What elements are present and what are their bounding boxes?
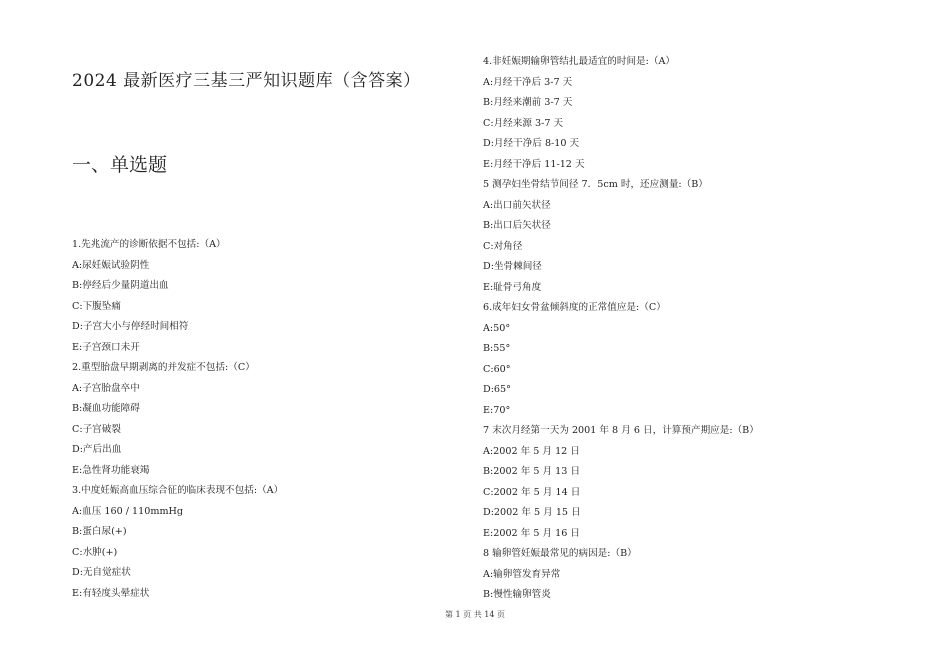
question-line: C:水肿(+) xyxy=(72,546,118,558)
question-line: B:月经来潮前 3-7 天 xyxy=(483,97,573,108)
question-line: E:子宫颈口未开 xyxy=(72,341,140,353)
question-line: 5 测孕妇坐骨结节间径 7．5cm 时，还应测量:（B） xyxy=(483,179,708,190)
question-line: B:出口后矢状径 xyxy=(483,220,551,231)
question-line: B:蛋白尿(+) xyxy=(72,526,127,537)
document-title: 2024 最新医疗三基三严知识题库（含答案） xyxy=(72,71,421,91)
question-line: 6.成年妇女骨盆倾斜度的正常值应是:（C） xyxy=(483,302,666,313)
question-line: B:2002 年 5 月 13 日 xyxy=(483,466,581,477)
question-line: E:急性肾功能衰竭 xyxy=(72,464,150,476)
question-line: 2.重型胎盘早期剥离的并发症不包括:（C） xyxy=(72,362,255,373)
question-line: D:月经干净后 8-10 天 xyxy=(483,138,580,149)
question-line: D:65° xyxy=(483,384,511,395)
question-line: 4.非妊娠期输卵管结扎最适宜的时间是:（A） xyxy=(483,56,676,67)
question-line: C:60° xyxy=(483,363,511,375)
question-line: A:50° xyxy=(483,322,511,334)
right-column xyxy=(483,52,883,606)
question-line: 8 输卵管妊娠最常见的病因是:（B） xyxy=(483,548,637,559)
question-line: E:耻骨弓角度 xyxy=(483,281,542,293)
question-line: E:2002 年 5 月 16 日 xyxy=(483,527,580,539)
question-line: C:2002 年 5 月 14 日 xyxy=(483,486,581,498)
left-column xyxy=(72,235,452,604)
question-line: D:坐骨棘间径 xyxy=(483,261,542,272)
question-line: 7 末次月经第一天为 2001 年 8 月 6 日，计算预产期应是:（B） xyxy=(483,425,759,436)
question-line: E:有轻度头晕症状 xyxy=(72,587,150,599)
question-line: A:血压 160 / 110mmHg xyxy=(72,505,184,517)
question-line: C:下腹坠痛 xyxy=(72,300,121,312)
question-line: B:凝血功能障碍 xyxy=(72,403,140,414)
question-line: A:2002 年 5 月 12 日 xyxy=(483,445,580,457)
question-line: D:子宫大小与停经时间相符 xyxy=(72,321,189,332)
question-line: C:对角径 xyxy=(483,240,523,252)
question-line: E:月经干净后 11-12 天 xyxy=(483,158,585,170)
question-line: 3.中度妊娠高血压综合征的临床表现不包括:（A） xyxy=(72,485,284,496)
question-line: 1.先兆流产的诊断依据不包括:（A） xyxy=(72,239,226,250)
question-line: A:出口前矢状径 xyxy=(483,199,551,211)
question-line: A:子宫胎盘卒中 xyxy=(72,382,140,394)
question-line: E:70° xyxy=(483,404,511,416)
question-line: C:子宫破裂 xyxy=(72,423,121,435)
question-line: A:月经干净后 3-7 天 xyxy=(483,76,573,88)
question-line: A:尿妊娠试验阴性 xyxy=(72,259,150,271)
question-line: D:2002 年 5 月 15 日 xyxy=(483,507,581,518)
question-line: B:55° xyxy=(483,343,511,354)
question-line: D:无自觉症状 xyxy=(72,567,131,578)
question-line: B:慢性输卵管炎 xyxy=(483,589,551,600)
page-footer: 第 1 页 共 14 页 xyxy=(445,610,505,619)
question-line: A:输卵管发育异常 xyxy=(483,568,561,580)
section-heading: 一、单选题 xyxy=(72,154,168,176)
question-line: D:产后出血 xyxy=(72,444,122,455)
question-line: C:月经来源 3-7 天 xyxy=(483,117,564,129)
question-line: B:停经后少量阴道出血 xyxy=(72,280,169,291)
